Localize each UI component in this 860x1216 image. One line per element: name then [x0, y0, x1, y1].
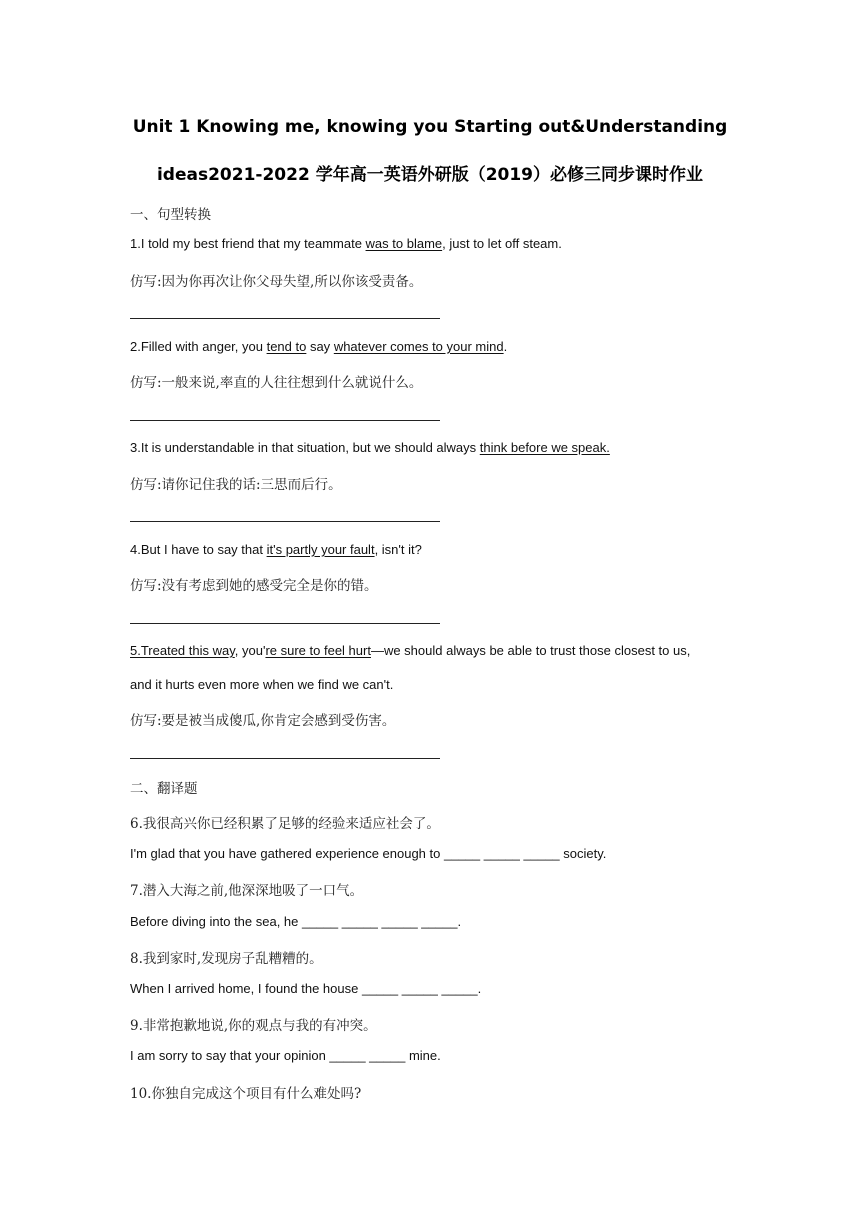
q2-prompt: 仿写:一般来说,率直的人往往想到什么就说什么。 — [130, 375, 423, 391]
q6-english: I'm glad that you have gathered experience enough to _____ _____ _____ society. — [130, 846, 607, 861]
q1-prompt: 仿写:因为你再次让你父母失望,所以你该受责备。 — [130, 274, 423, 290]
question-5 — [130, 643, 690, 658]
q1-text-post: , just to let off steam. — [442, 236, 562, 251]
q7-english: Before diving into the sea, he _____ _____ _____ _____. — [130, 914, 462, 929]
q4-answer-line[interactable] — [130, 623, 440, 624]
q5-text-line2: and it hurts even more when we find we can't. — [130, 677, 394, 692]
q9-english: I am sorry to say that your opinion _____ _____ mine. — [130, 1048, 441, 1063]
q8-english: When I arrived home, I found the house _____ _____ _____. — [130, 981, 482, 996]
q2-underlined-phrase-2: whatever comes to your mind — [333, 339, 504, 354]
q3-text-pre: 3.It is understandable in that situation, but we should always — [130, 440, 480, 455]
q5-underlined-phrase-1: 5.Treated this way — [130, 643, 235, 658]
section2-heading: 二、翻译题 — [130, 781, 198, 797]
q3-prompt: 仿写:请你记住我的话:三思而后行。 — [130, 477, 342, 493]
q5-text-mid: , you' — [234, 643, 266, 658]
q2-text-pre: 2.Filled with anger, you — [130, 339, 267, 354]
q4-underlined-phrase: it's partly your fault — [266, 542, 375, 557]
document-title-line2: ideas2021-2022 学年高一英语外研版（2019）必修三同步课时作业 — [156, 165, 704, 185]
question-2 — [130, 339, 507, 354]
q2-text-post: . — [503, 339, 508, 354]
q2-underlined-phrase-1: tend to — [266, 339, 307, 354]
q5-text-post: —we should always be able to trust those closest to us, — [370, 643, 691, 658]
q1-underlined-phrase: was to blame — [365, 236, 443, 251]
q9-chinese: 9.非常抱歉地说,你的观点与我的有冲突。 — [130, 1018, 377, 1034]
q2-text-mid: say — [306, 339, 334, 354]
q4-text-pre: 4.But I have to say that — [130, 542, 267, 557]
q4-text-post: , isn't it? — [374, 542, 422, 557]
q7-chinese: 7.潜入大海之前,他深深地吸了一口气。 — [130, 883, 364, 899]
q5-prompt: 仿写:要是被当成傻瓜,你肯定会感到受伤害。 — [130, 713, 396, 729]
question-1 — [130, 236, 562, 251]
section1-heading: 一、句型转换 — [130, 207, 211, 223]
document-title-line1: Unit 1 Knowing me, knowing you Starting out&Understanding — [132, 117, 728, 137]
q10-chinese: 10.你独自完成这个项目有什么难处吗? — [130, 1086, 362, 1102]
q5-answer-line[interactable] — [130, 758, 440, 759]
q2-answer-line[interactable] — [130, 420, 440, 421]
q4-prompt: 仿写:没有考虑到她的感受完全是你的错。 — [130, 578, 378, 594]
q1-text-pre: 1.I told my best friend that my teammate — [130, 236, 366, 251]
q6-chinese: 6.我很高兴你已经积累了足够的经验来适应社会了。 — [130, 816, 440, 832]
q8-chinese: 8.我到家时,发现房子乱糟糟的。 — [130, 951, 323, 967]
question-4 — [130, 542, 422, 557]
q3-underlined-phrase: think before we speak. — [479, 440, 610, 455]
question-3 — [130, 440, 610, 455]
q1-answer-line[interactable] — [130, 318, 440, 319]
q5-underlined-phrase-2: re sure to feel hurt — [265, 643, 371, 658]
q3-answer-line[interactable] — [130, 521, 440, 522]
